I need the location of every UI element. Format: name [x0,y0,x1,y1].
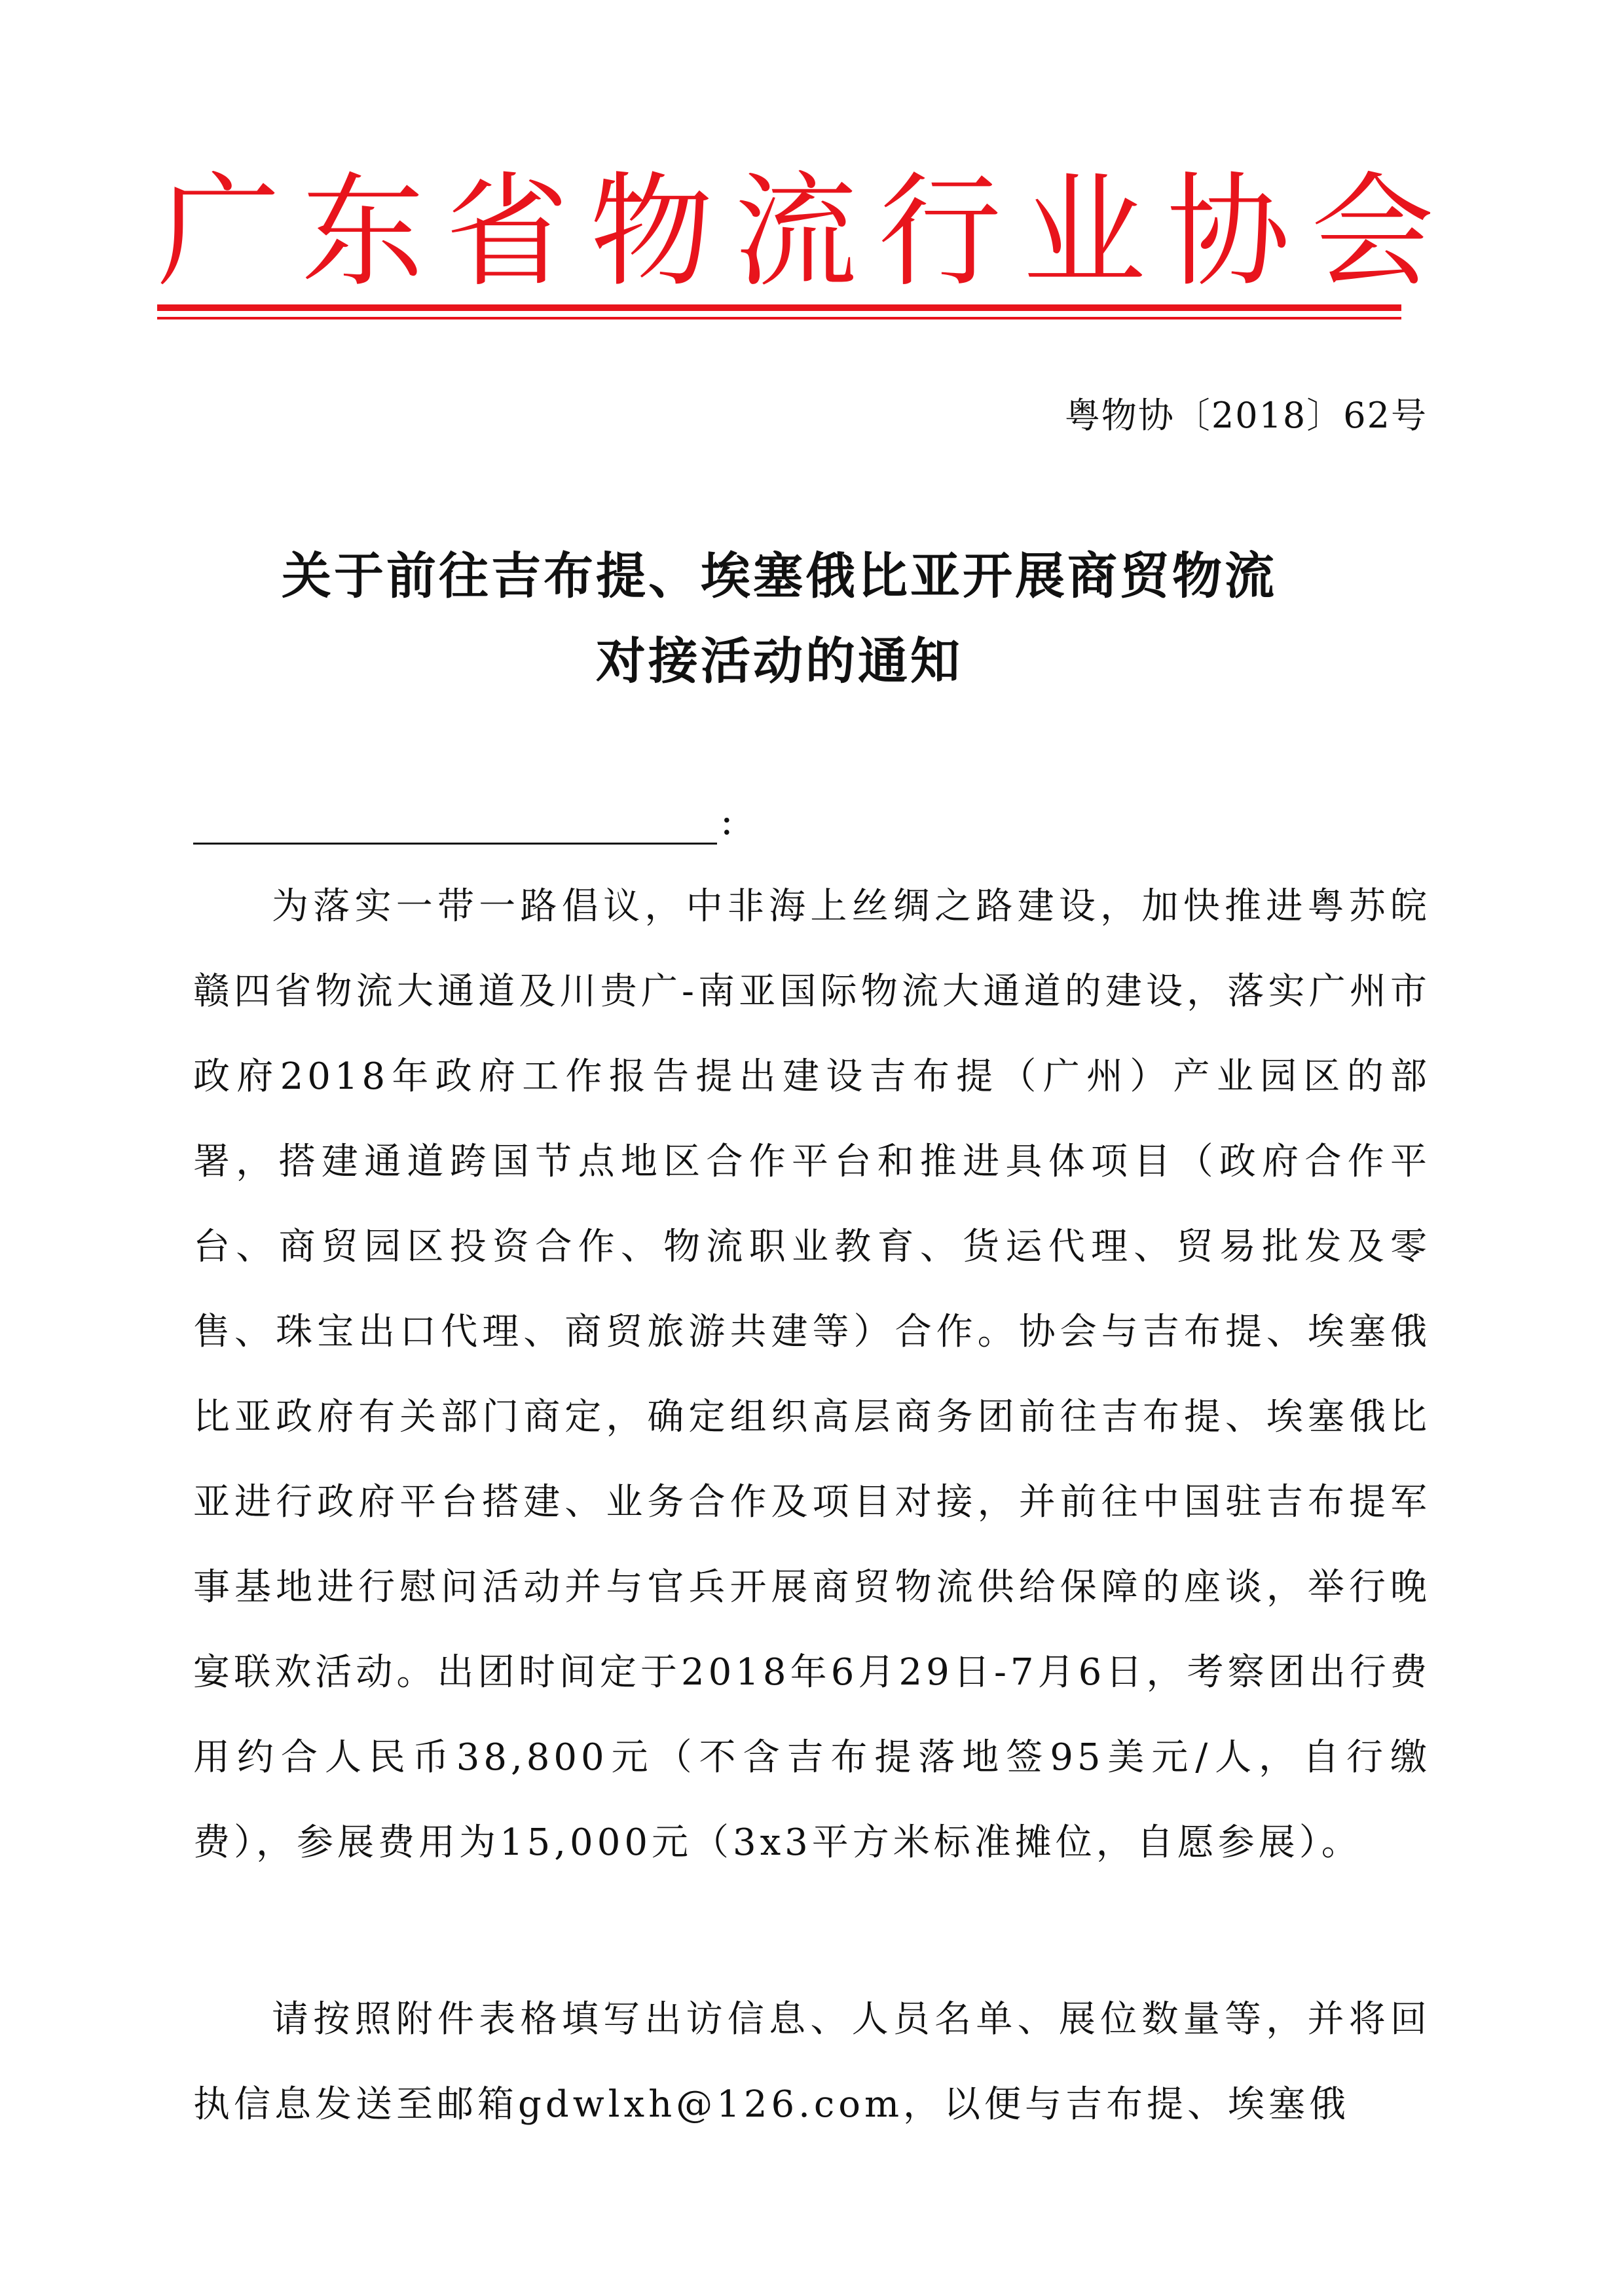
document-number: 粤物协〔2018〕62号 [1064,395,1428,436]
masthead-char: 物 [589,160,713,304]
masthead-char: 会 [1311,160,1434,304]
masthead-char: 流 [734,160,857,304]
masthead-char: 省 [445,160,569,304]
notice-title-line-2: 对接活动的通知 [596,632,963,690]
notice-title-line-1: 关于前往吉布提、埃塞俄比亚开展商贸物流 [282,547,1277,605]
addressee-blank-line [193,843,717,845]
body-paragraph-2: 请按照附件表格填写出访信息、人员名单、展位数量等，并将回执信息发送至邮箱gdwlxh@126.com，以便与吉布提、埃塞俄 [193,1998,1431,2126]
addressee-colon: : [720,799,733,843]
masthead-char: 业 [1022,160,1146,304]
addressee-field [193,795,733,847]
masthead-rule-thick [157,304,1401,311]
masthead-char: 东 [301,160,425,304]
masthead-char: 行 [878,160,1002,304]
masthead-char: 协 [1166,160,1290,304]
masthead-org-name [157,160,1434,304]
masthead-char: 广 [157,160,280,304]
body-paragraph-1: 为落实一带一路倡议，中非海上丝绸之路建设，加快推进粤苏皖赣四省物流大通道及川贵广-南亚国际物流大通道的建设，落实广州市政府2018年政府工作报告提出建设吉布提（广州）产业园区的部署，搭建通道跨国节点地区合作平台和推进具体项目（政府合作平台、商贸园区投资合作、物流职业教育、货运代理、贸易批发及零售、珠宝出口代理、商贸旅游共建等）合作。协会与吉布提、埃塞俄比亚政府有关部门商定，确定组织高层商务团前往吉布提、埃塞俄比亚进行政府平台搭建、业务合作及项目对接，并前往中国驻吉布提军事基地进行慰问活动并与官兵开展商贸物流供给保障的座谈，举行晚宴联欢活动。出团时间定于2018年6月29日-7月6日，考察团出行费用约合人民币38,800元（不含吉布提落地签95美元/人，自行缴费），参展费用为15,000元（3x3平方米标准摊位，自愿参展）。 [193,885,1431,1864]
masthead-rule-thin [157,317,1401,319]
